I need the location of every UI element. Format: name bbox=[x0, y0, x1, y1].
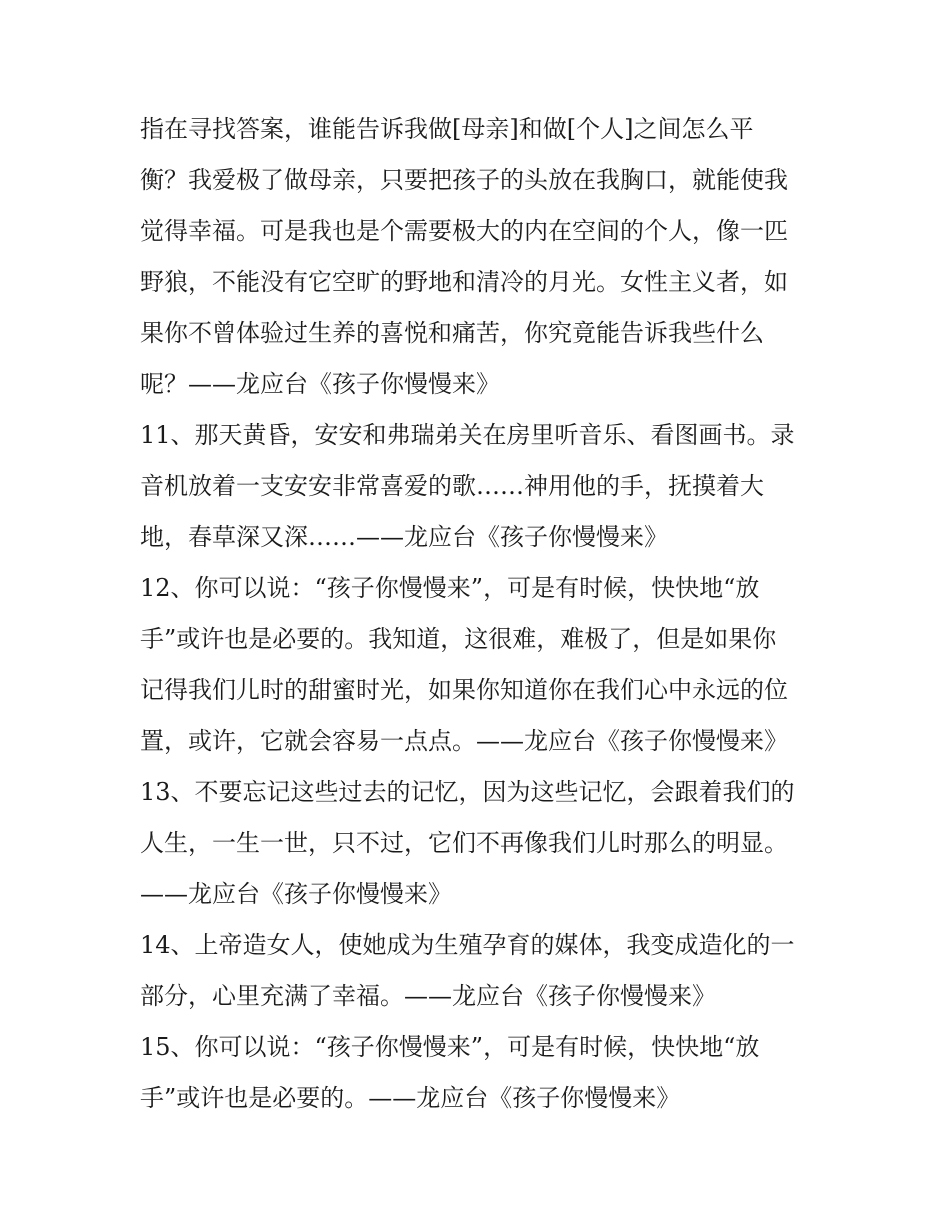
text-line: 音机放着一支安安非常喜爱的歌……神用他的手，抚摸着大 bbox=[140, 472, 764, 500]
text-line: 记得我们儿时的甜蜜时光，如果你知道你在我们心中永远的位 bbox=[140, 676, 788, 704]
text-line: 指在寻找答案，谁能告诉我做[母亲]和做[个人]之间怎么平 bbox=[140, 115, 754, 143]
text-line: 呢？——龙应台《孩子你慢慢来》 bbox=[140, 370, 500, 398]
text-line: 15、你可以说：“孩子你慢慢来”，可是有时候，快快地“放 bbox=[140, 1033, 760, 1061]
text-line: 人生，一生一世，只不过，它们不再像我们儿时那么的明显。 bbox=[140, 829, 788, 857]
document-body bbox=[140, 104, 820, 1124]
text-line: 14、上帝造女人，使她成为生殖孕育的媒体，我变成造化的一 bbox=[140, 931, 795, 959]
text-line: 觉得幸福。可是我也是个需要极大的内在空间的个人，像一匹 bbox=[140, 217, 788, 245]
text-line: 地，春草深又深……——龙应台《孩子你慢慢来》 bbox=[140, 523, 668, 551]
text-line: 手”或许也是必要的。——龙应台《孩子你慢慢来》 bbox=[140, 1084, 681, 1112]
text-line: 果你不曾体验过生养的喜悦和痛苦，你究竟能告诉我些什么 bbox=[140, 319, 764, 347]
text-line: 部分，心里充满了幸福。——龙应台《孩子你慢慢来》 bbox=[140, 982, 716, 1010]
text-line: ——龙应台《孩子你慢慢来》 bbox=[140, 880, 452, 908]
text-line: 12、你可以说：“孩子你慢慢来”，可是有时候，快快地“放 bbox=[140, 574, 760, 602]
text-line: 手”或许也是必要的。我知道，这很难，难极了，但是如果你 bbox=[140, 625, 777, 653]
text-line: 11、那天黄昏，安安和弗瑞弟关在房里听音乐、看图画书。录 bbox=[140, 421, 795, 449]
text-line: 衡？我爱极了做母亲，只要把孩子的头放在我胸口，就能使我 bbox=[140, 166, 788, 194]
text-line: 13、不要忘记这些过去的记忆，因为这些记忆，会跟着我们的 bbox=[140, 778, 795, 806]
text-line: 置，或许，它就会容易一点点。——龙应台《孩子你慢慢来》 bbox=[140, 727, 788, 755]
text-line: 野狼，不能没有它空旷的野地和清冷的月光。女性主义者，如 bbox=[140, 268, 788, 296]
